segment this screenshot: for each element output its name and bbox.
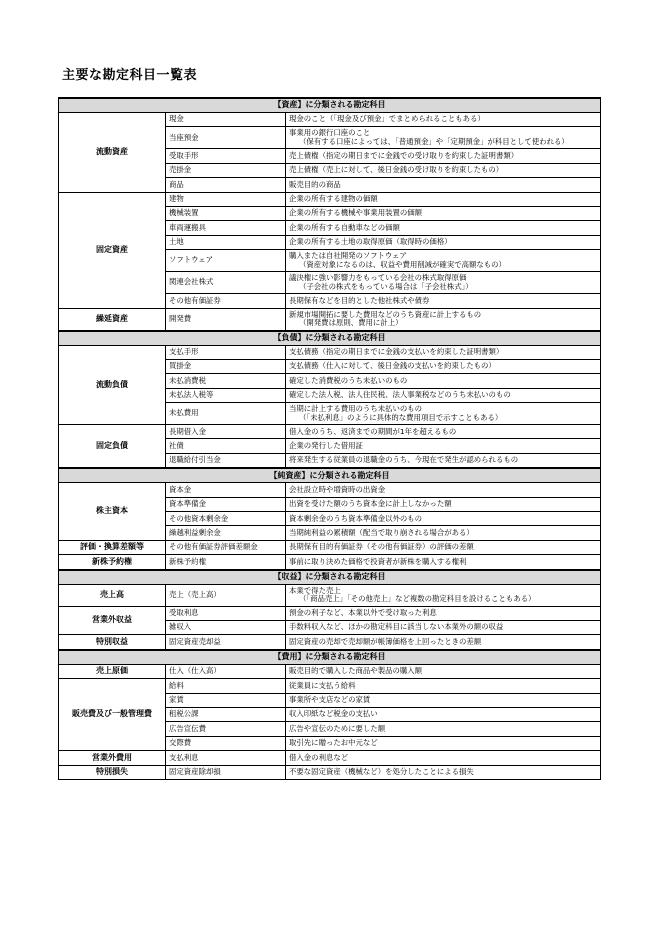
category-cell: 株主資本 [59, 483, 166, 541]
account-name-cell: 現金 [166, 113, 286, 127]
account-name-cell: 受取利息 [166, 606, 286, 620]
description-line: 預金の利子など、本業以外で受け取った利息 [289, 608, 437, 618]
table-row [59, 765, 601, 779]
account-name-cell: 資本準備金 [166, 497, 286, 511]
description-line: 売上債権（指定の期日までに金銭での受け取りを約束した証明書類） [289, 150, 519, 160]
description-cell [286, 512, 601, 526]
table-row [59, 192, 601, 206]
account-name-cell: 固定資産売却益 [166, 635, 286, 650]
description-cell [286, 403, 601, 425]
category-cell: 売上高 [59, 584, 166, 606]
account-name-cell: 長期借入金 [166, 425, 286, 439]
table-row [59, 606, 601, 620]
category-cell: 流動負債 [59, 345, 166, 425]
description-cell [286, 483, 601, 497]
description-cell [286, 751, 601, 765]
table-row [59, 751, 601, 765]
description-line: 確定した消費税のうち未払いのもの [289, 375, 408, 385]
category-cell: 営業外費用 [59, 751, 166, 765]
account-name-cell: 雑収入 [166, 620, 286, 634]
description-line: 取引先に贈ったお中元など [289, 738, 378, 748]
section-header-row [59, 98, 601, 113]
account-name-cell: 機械装置 [166, 206, 286, 220]
section-header: 【純資産】に分類される勘定科目 [59, 468, 601, 483]
table-row [59, 113, 601, 127]
table-row [59, 664, 601, 678]
description-cell [286, 439, 601, 453]
account-name-cell: 買掛金 [166, 359, 286, 373]
account-name-cell: その他有価証券 [166, 294, 286, 308]
category-cell: 固定資産 [59, 192, 166, 308]
description-cell [286, 765, 601, 779]
account-name-cell: 商品 [166, 178, 286, 192]
account-name-cell: 未払消費税 [166, 374, 286, 388]
section-header: 【収益】に分類される勘定科目 [59, 570, 601, 585]
account-name-cell: 支払利息 [166, 751, 286, 765]
description-cell [286, 345, 601, 359]
section-header: 【資産】に分類される勘定科目 [59, 98, 601, 113]
account-name-cell: 売上（売上高） [166, 584, 286, 606]
description-line: 支払債務（指定の期日までに金銭の支払いを約束した証明書類） [289, 347, 504, 356]
description-line: 支払債務（仕入に対して、後日金銭の支払いを約束したもの） [289, 361, 496, 371]
description-cell [286, 221, 601, 235]
description-cell [286, 664, 601, 678]
description-cell [286, 584, 601, 606]
description-line: 従業員に支払う給料 [289, 680, 356, 690]
table-row [59, 635, 601, 650]
description-line: 事業所や支店などの家賃 [289, 695, 371, 705]
description-line: 事前に取り決めた価格で投資者が新株を購入する権利 [289, 556, 467, 566]
account-name-cell: 新株予約権 [166, 555, 286, 570]
account-name-cell: 未払費用 [166, 403, 286, 425]
description-line: （「未払利息」のように具体的な費用項目で示すこともある） [299, 412, 503, 422]
account-name-cell: 社債 [166, 439, 286, 453]
table-row [59, 345, 601, 359]
description-cell [286, 707, 601, 721]
category-cell: 繰延資産 [59, 308, 166, 331]
description-line: 資本剰余金のうち資本準備金以外のもの [289, 513, 423, 523]
description-line: 企業の発行した借用証 [289, 440, 363, 450]
description-line: 広告や宣伝のために要した額 [289, 723, 386, 733]
description-line: 現金のこと（「現金及び預金」でまとめられることもある） [289, 114, 485, 124]
description-line: （保有する口座によっては、「普通預金」や「定期預金」が科目として使われる） [299, 136, 569, 146]
description-cell [286, 163, 601, 177]
description-line: 本業で得た売上 [289, 585, 341, 595]
description-cell [286, 192, 601, 206]
description-cell [286, 178, 601, 192]
description-cell [286, 620, 601, 634]
table-row [59, 555, 601, 570]
description-line: 長期保有などを目的とした他社株式や債券 [289, 295, 430, 305]
category-cell: 評価・換算差額等 [59, 540, 166, 554]
category-cell: 固定負債 [59, 425, 166, 469]
description-cell [286, 693, 601, 707]
category-cell: 流動資産 [59, 113, 166, 193]
category-cell: 特別収益 [59, 635, 166, 650]
category-cell: 新株予約権 [59, 555, 166, 570]
category-cell: 販売費及び一般管理費 [59, 679, 166, 751]
description-line: 議決権に強い影響力をもっている会社の株式取得原価 [289, 273, 467, 283]
description-line: 企業の所有する機械や事業用装置の価額 [289, 208, 423, 218]
description-line: 長期保有目的有価証券（その他有価証券）の評価の差額 [289, 542, 474, 552]
description-line: （開発費は原則、費用に計上） [299, 318, 403, 328]
description-line: 当期に計上する費用のうち未払いのもの [289, 404, 423, 414]
table-row [59, 679, 601, 693]
account-name-cell: 交際費 [166, 736, 286, 750]
account-name-cell: 広告宣伝費 [166, 722, 286, 736]
description-cell [286, 425, 601, 439]
account-name-cell: 仕入（仕入高） [166, 664, 286, 678]
section-header-row [59, 570, 601, 585]
description-cell [286, 736, 601, 750]
category-cell: 売上原価 [59, 664, 166, 678]
description-cell [286, 272, 601, 294]
description-cell [286, 388, 601, 402]
category-cell: 特別損失 [59, 765, 166, 779]
section-header: 【負債】に分類される勘定科目 [59, 331, 601, 346]
account-name-cell: 関連会社株式 [166, 272, 286, 294]
description-cell [286, 308, 601, 331]
description-line: 売上債権（売上に対して、後日金銭の受け取りを約束したもの） [289, 165, 504, 175]
section-header: 【費用】に分類される勘定科目 [59, 650, 601, 665]
description-line: 固定資産の売却で売却額が帳簿価格を上回ったときの差額 [289, 636, 482, 646]
description-line: 借入金のうち、返済までの期間が1年を超えるもの [289, 426, 457, 436]
account-name-cell: その他資本剰余金 [166, 512, 286, 526]
description-cell [286, 113, 601, 127]
description-cell [286, 453, 601, 468]
section-header-row [59, 650, 601, 665]
account-name-cell: 受取手形 [166, 149, 286, 163]
description-line: 事業用の銀行口座のこと [289, 128, 371, 138]
description-line: （資産対象になるのは、収益や費用削減が確実で高額なもの） [299, 259, 506, 269]
category-cell: 営業外収益 [59, 606, 166, 635]
description-line: 不要な固定資産（機械など）を処分したことによる損失 [289, 766, 474, 776]
description-cell [286, 722, 601, 736]
account-name-cell: 租税公課 [166, 707, 286, 721]
account-name-cell: 土地 [166, 235, 286, 249]
description-cell [286, 235, 601, 249]
description-line: 将来発生する従業員の退職金のうち、今現在で発生が認められるもの [289, 455, 519, 465]
description-line: （「商品売上」「その他売上」など複数の勘定科目を設けることもある） [299, 594, 536, 604]
description-line: 企業の所有する建物の価額 [289, 194, 378, 204]
account-name-cell: 固定資産除却損 [166, 765, 286, 779]
description-line: 出資を受けた額のうち資本金に計上しなかった額 [289, 499, 452, 509]
description-cell [286, 540, 601, 554]
description-cell [286, 149, 601, 163]
description-line: 販売目的の商品 [289, 179, 341, 189]
description-cell [286, 526, 601, 540]
table-row [59, 584, 601, 606]
page-title: 主要な勘定科目一覧表 [62, 68, 198, 83]
account-name-cell: 資本金 [166, 483, 286, 497]
description-line: 会社設立時や増資時の出資金 [289, 484, 386, 494]
table-row [59, 540, 601, 554]
description-line: 購入または自社開発のソフトウェア [289, 251, 407, 261]
account-name-cell: 当座預金 [166, 127, 286, 149]
table-row [59, 308, 601, 331]
description-cell [286, 555, 601, 570]
section-header-row [59, 468, 601, 483]
description-line: 企業の所有する自動車などの価額 [289, 222, 400, 232]
account-name-cell: 給料 [166, 679, 286, 693]
description-cell [286, 127, 601, 149]
section-header-row [59, 331, 601, 346]
description-line: 販売目的で購入した商品や製品の購入額 [289, 666, 423, 676]
description-cell [286, 497, 601, 511]
description-line: 手数料収入など、ほかの勘定科目に該当しない本業外の額の収益 [289, 622, 504, 632]
description-line: 借入金の利息など [289, 752, 349, 762]
description-line: 収入印紙など税金の支払い [289, 709, 378, 719]
account-name-cell: 未払法人税等 [166, 388, 286, 402]
description-cell [286, 294, 601, 308]
account-name-cell: 売掛金 [166, 163, 286, 177]
account-name-cell: 開発費 [166, 308, 286, 331]
account-name-cell: 車両運搬具 [166, 221, 286, 235]
description-cell [286, 359, 601, 373]
table-row [59, 483, 601, 497]
description-cell [286, 206, 601, 220]
account-name-cell: ソフトウェア [166, 250, 286, 272]
account-name-cell: 建物 [166, 192, 286, 206]
description-line: 新規市場開拓に要した費用などのうち資産に計上するもの [289, 309, 482, 319]
description-cell [286, 250, 601, 272]
account-name-cell: 家賃 [166, 693, 286, 707]
description-cell [286, 635, 601, 650]
description-line: 確定した法人税、法人住民税、法人事業税などのうち未払いのもの [289, 390, 511, 400]
description-cell [286, 606, 601, 620]
account-name-cell: 退職給付引当金 [166, 453, 286, 468]
description-line: 企業の所有する土地の取得原価（取得時の価格） [289, 237, 452, 247]
account-name-cell: その他有価証券評価差額金 [166, 540, 286, 554]
description-cell [286, 679, 601, 693]
account-name-cell: 繰越利益剰余金 [166, 526, 286, 540]
description-line: （子会社の株式をもっている場合は「子会社株式」） [299, 281, 473, 291]
account-table [58, 97, 601, 780]
table-row [59, 425, 601, 439]
description-line: 当期純利益の累積額（配当で取り崩される場合がある） [289, 527, 474, 537]
description-cell [286, 374, 601, 388]
account-name-cell: 支払手形 [166, 345, 286, 359]
